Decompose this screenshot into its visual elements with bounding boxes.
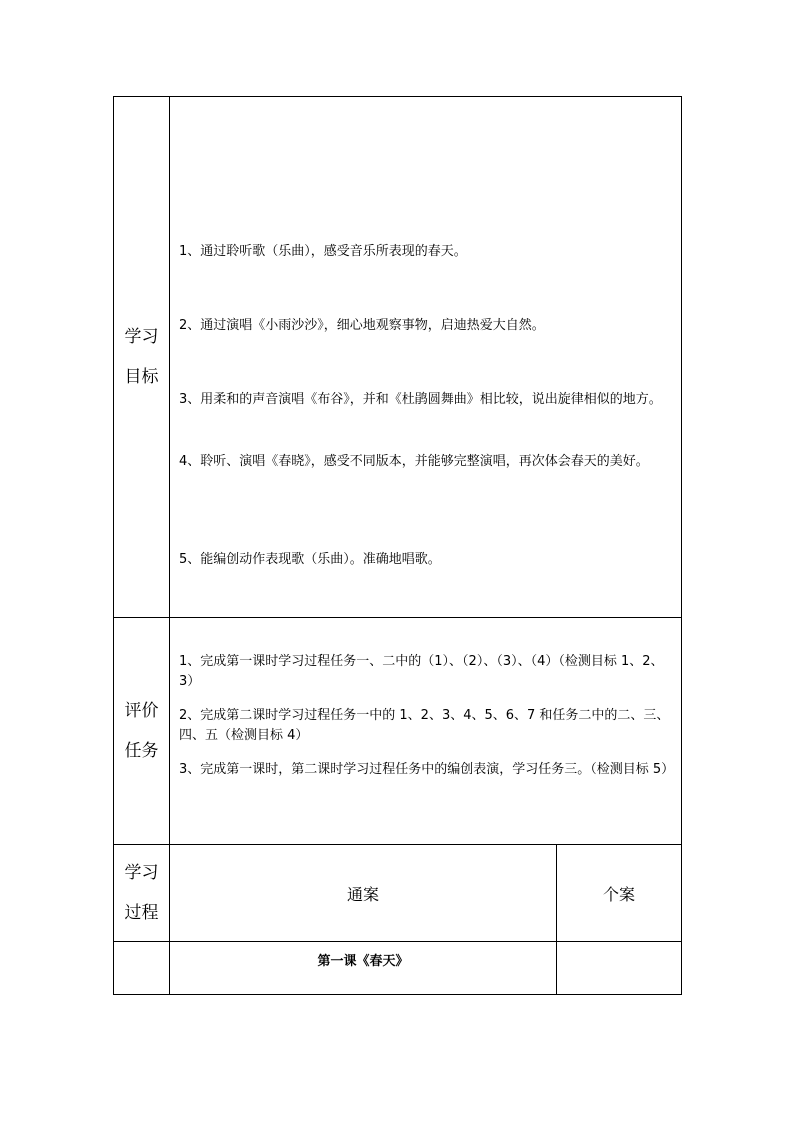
evaluation-item: 3、完成第一课时，第二课时学习过程任务中的编创表演，学习任务三。（检测目标 5） [179, 762, 675, 777]
lesson-individual-cell [557, 942, 682, 995]
objective-item: 1、通过聆听歌（乐曲），感受音乐所表现的春天。 [179, 244, 467, 259]
objectives-row [114, 97, 682, 618]
lesson-plan-table [113, 96, 682, 995]
lesson-row-blank-cell [114, 942, 170, 995]
evaluation-content [170, 618, 682, 845]
objective-item: 3、用柔和的声音演唱《布谷》，并和《杜鹃圆舞曲》相比较，说出旋律相似的地方。 [179, 392, 662, 407]
process-header: 学习 过程 [114, 845, 170, 942]
evaluation-item: 2、完成第二课时学习过程任务一中的 1、2、3、4、5、6、7 和任务二中的二、三、四、五（检测目标 4） [179, 708, 670, 743]
objectives-content [170, 97, 682, 618]
common-plan-header: 通案 [170, 845, 557, 942]
lesson-row [114, 942, 682, 995]
individual-plan-header: 个案 [557, 845, 682, 942]
objective-item: 4、聆听、演唱《春晓》，感受不同版本，并能够完整演唱，再次体会春天的美好。 [179, 454, 649, 469]
process-row [114, 845, 682, 942]
objectives-header: 学习 目标 [114, 97, 170, 618]
evaluation-row [114, 618, 682, 845]
objective-item: 2、通过演唱《小雨沙沙》，细心地观察事物，启迪热爱大自然。 [179, 318, 545, 333]
evaluation-header: 评价 任务 [114, 618, 170, 845]
evaluation-item: 1、完成第一课时学习过程任务一、二中的（1）、（2）、（3）、（4）（检测目标 1、2、3） [179, 654, 664, 689]
lesson-title: 第一课《春天》 [170, 942, 557, 995]
objective-item: 5、能编创动作表现歌（乐曲）。准确地唱歌。 [179, 552, 441, 567]
